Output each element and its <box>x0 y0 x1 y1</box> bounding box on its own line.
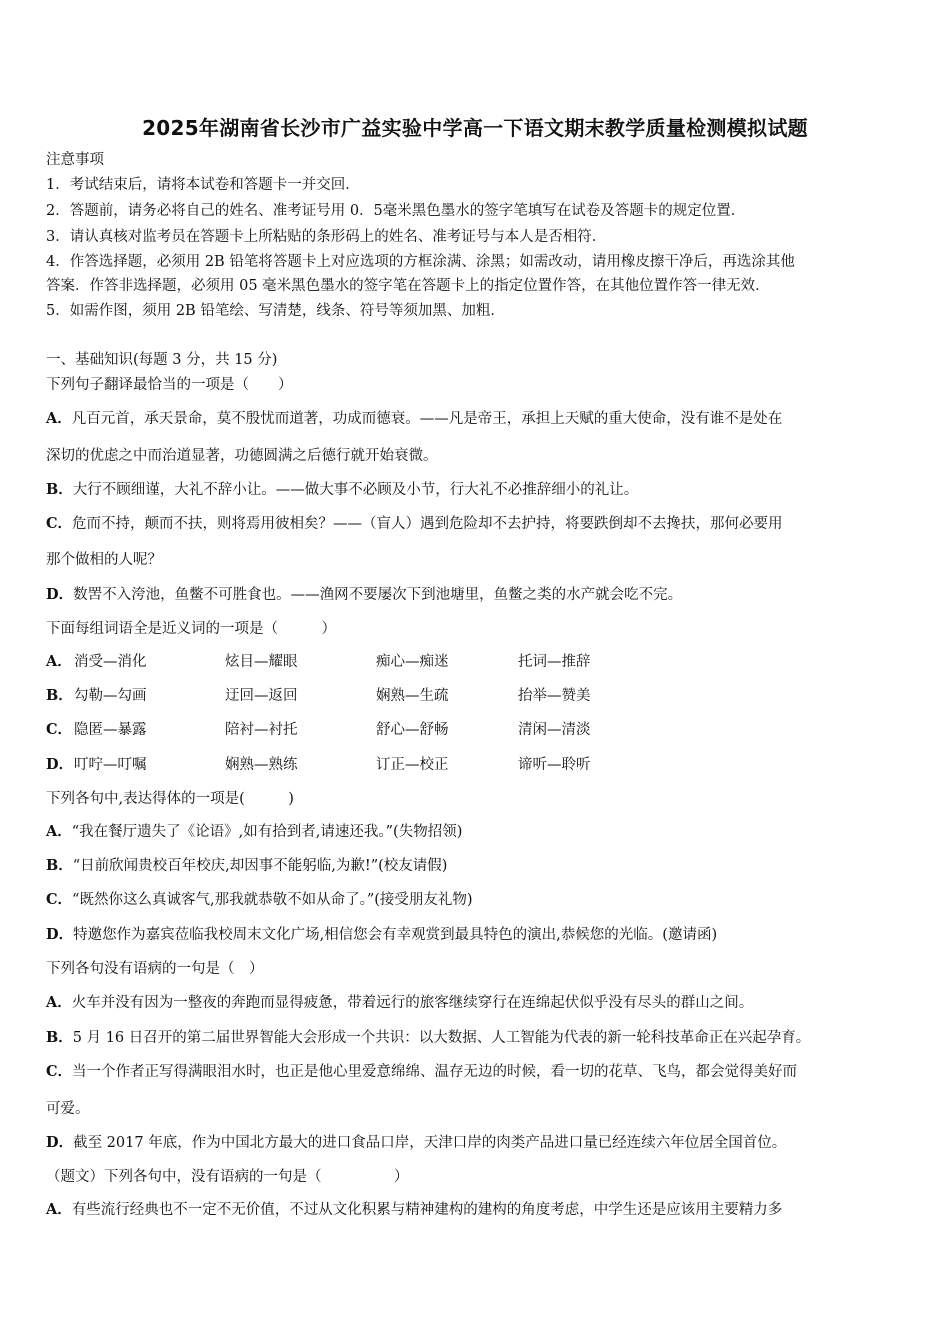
option-d <box>46 585 682 605</box>
option-d <box>46 1133 786 1153</box>
notice-item: 5．如需作图，须用 2B 铅笔绘、写清楚，线条、符号等须加黑、加粗． <box>46 303 505 319</box>
option-b <box>46 480 638 500</box>
page-title: 2025年湖南省长沙市广益实验中学高一下语文期末教学质量检测模拟试题 <box>142 116 808 140</box>
option-text: 5 月 16 日召开的第二届世界智能大会形成一个共识：以大数据、人工智能为代表的新一轮科技革命正在兴起孕育。 <box>72 1030 811 1046</box>
word-pair: 订正—校正 <box>376 757 449 773</box>
word-pair: 勾勒—勾画 <box>74 688 147 704</box>
option-text: 当一个作者正写得满眼泪水时，也正是他心里爱意绵绵、温存无边的时候，看一切的花草、飞鸟，都会觉得美好而 <box>72 1064 798 1080</box>
option-letter: A． <box>46 1201 72 1218</box>
word-pair: 陪衬—衬托 <box>225 722 298 738</box>
word-pair: 叮咛—叮嘱 <box>74 757 147 773</box>
question-stem: 下列各句没有语病的一句是（ ） <box>46 961 264 977</box>
word-pair: 抬举—赞美 <box>518 688 591 704</box>
option-letter: B． <box>46 1029 73 1046</box>
option-d <box>46 925 717 945</box>
word-pair: 娴熟—熟练 <box>225 757 298 773</box>
option-c-continued: 可爱。 <box>46 1101 90 1117</box>
option-text: “我在餐厅遗失了《论语》,如有拾到者,请速还我。”(失物招领) <box>71 824 463 840</box>
question-stem: 下列各句中,表达得体的一项是( ) <box>46 791 294 807</box>
word-pair: 隐匿—暴露 <box>74 722 147 738</box>
option-letter: A． <box>46 994 72 1011</box>
notice-item: 3．请认真核对监考员在答题卡上所粘贴的条形码上的姓名、准考证号与本人是否相符． <box>46 229 607 245</box>
notice-item: 4．作答选择题，必须用 2B 铅笔将答题卡上对应选项的方框涂满、涂黑；如需改动，请用橡皮擦干净后，再选涂其他 <box>46 254 795 270</box>
notice-heading: 注意事项 <box>46 152 104 168</box>
option-letter: B． <box>46 857 73 874</box>
question-stem: 下面每组词语全是近义词的一项是（ ） <box>46 621 336 637</box>
word-pair: 托词—推辞 <box>518 654 591 670</box>
option-text: 有些流行经典也不一定不无价值，不过从文化积累与精神建构的建构的角度考虑，中学生还是应该用主要精力多 <box>71 1202 783 1218</box>
option-letter: B． <box>46 687 73 704</box>
option-letter: C． <box>46 515 73 532</box>
option-letter: D． <box>46 586 74 603</box>
option-text: 数罟不入洿池，鱼鳖不可胜食也。——渔网不要屡次下到池塘里，鱼鳖之类的水产就会吃不完。 <box>73 587 683 603</box>
option-text: 凡百元首，承天景命，莫不殷忧而道著，功成而德衰。——凡是帝王，承担上天赋的重大使命，没有谁不是处在 <box>71 411 783 427</box>
option-letter: C． <box>46 721 73 738</box>
option-text: “既然你这么真诚客气,那我就恭敬不如从命了。”(接受朋友礼物) <box>72 892 473 908</box>
word-pair: 痴心—痴迷 <box>376 654 449 670</box>
question-stem: 下列句子翻译最恰当的一项是（ ） <box>46 377 293 393</box>
option-letter: B． <box>46 481 73 498</box>
word-pair: 舒心—舒畅 <box>376 722 449 738</box>
option-letter: D． <box>46 926 74 943</box>
option-text: 危而不持，颠而不扶，则将焉用彼相矣？——（盲人）遇到危险却不去护持，将要跌倒却不去搀扶，那何必要用 <box>72 516 783 532</box>
option-a-continued: 深切的优虑之中而治道显著，功德圆满之后德行就开始衰微。 <box>46 448 438 464</box>
notice-item: 2．答题前，请务必将自己的姓名、准考证号用 0．5毫米黑色墨水的签字笔填写在试卷及答题卡的规定位置． <box>46 203 746 219</box>
option-letter: A． <box>46 410 72 427</box>
option-c <box>46 1062 797 1082</box>
option-letter: A． <box>46 653 72 670</box>
option-c <box>46 890 473 910</box>
option-text: 特邀您作为嘉宾莅临我校周末文化广场,相信您会有幸观赏到最具特色的演出,恭候您的光临。(邀请函) <box>73 927 718 943</box>
option-text: “日前欣闻贵校百年校庆,却因事不能躬临,为歉!”(校友请假) <box>72 858 448 874</box>
option-letter: D． <box>46 1134 74 1151</box>
notice-item: 答案．作答非选择题，必须用 05 毫米黑色墨水的签字笔在答题卡上的指定位置作答，在其他位置作答一律无效． <box>46 278 770 294</box>
option-a <box>46 993 753 1013</box>
option-a <box>46 409 782 429</box>
option-b <box>46 856 447 876</box>
section-heading: 一、基础知识(每题 3 分，共 15 分) <box>46 352 278 368</box>
option-a <box>46 822 462 842</box>
word-pair: 炫目—耀眼 <box>225 654 298 670</box>
option-letter: C． <box>46 1063 73 1080</box>
notice-item: 1．考试结束后，请将本试卷和答题卡一并交回． <box>46 177 360 193</box>
word-pair: 谛听—聆听 <box>518 757 591 773</box>
option-letter: C． <box>46 891 73 908</box>
option-text: 火车并没有因为一整夜的奔跑而显得疲惫，带着远行的旅客继续穿行在连绵起伏似乎没有尽头的群山之间。 <box>71 995 754 1011</box>
word-pair: 娴熟—生疏 <box>376 688 449 704</box>
question-stem: （题文）下列各句中，没有语病的一句是（ ） <box>46 1169 409 1185</box>
option-letter: A． <box>46 823 72 840</box>
option-b <box>46 1028 810 1048</box>
option-text: 大行不顾细谨，大礼不辞小让。——做大事不必顾及小节，行大礼不必推辞细小的礼让。 <box>72 482 639 498</box>
option-c-continued: 那个做相的人呢？ <box>46 552 162 568</box>
option-text: 截至 2017 年底，作为中国北方最大的进口食品口岸，天津口岸的肉类产品进口量已经连续六年位居全国首位。 <box>73 1135 787 1151</box>
word-pair: 消受—消化 <box>74 654 147 670</box>
word-pair: 迂回—返回 <box>225 688 298 704</box>
option-c <box>46 514 783 534</box>
option-letter: D． <box>46 756 74 773</box>
word-pair: 清闲—清淡 <box>518 722 591 738</box>
option-a <box>46 1200 782 1220</box>
